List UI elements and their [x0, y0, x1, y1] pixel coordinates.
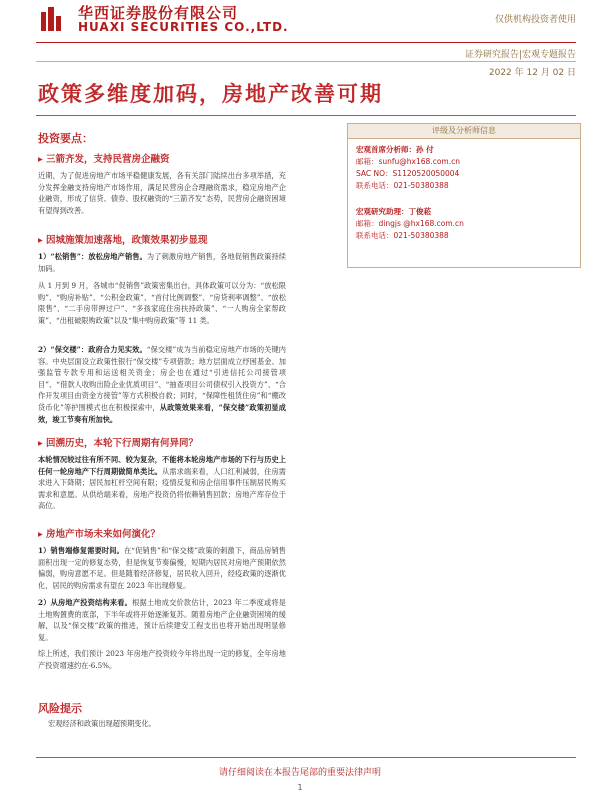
- report-type: 证券研究报告|宏观专题报告: [464, 50, 576, 60]
- section-2-heading: ▸ 因城施策加速落地，政策效果初步显现: [38, 235, 208, 246]
- summary-heading: 投资要点：: [38, 132, 93, 145]
- section-2-para-3: 2）“保交楼”：政府合力见实效。“保交楼”成为当前稳定房地产市场的关键内容。中央层面设立政策性银行“保交楼”专项借款；地方层面成立纾困基金、加强监管专款专用和运送相关资金；房企也在通过“引进信托公司接管项目”、“借款人收购出险企业优质项目”、“抽查项目公司债权引入投资方”、“合作开发项目由资金方接管”等方式积极自救；同时，“保障性租赁住房”和“棚改货币化”等护围模式也在积极探索中，从政策效果来看，“保交楼”政策初显成效，竣工节奏有所加快。: [38, 345, 286, 424]
- section-1-text: 近期，为了促进房地产市场平稳健康发展，各有关部门陆续出台多项举措，充分发挥金融支持房地产市场作用，满足民营房企合理融资需求，稳定房地产企业融资，形成了信贷、债券、股权融资的“三箭齐发”态势，民营房企融资困境有望得到改善。: [38, 171, 286, 215]
- risk-text: 宏观经济和政策出现超预期变化。: [48, 719, 156, 728]
- section-1-heading: ▸ 三箭齐发，支持民营房企融资: [38, 154, 170, 165]
- report-title: 政策多维度加码，房地产改善可期: [38, 81, 383, 106]
- page-number: 1: [297, 783, 303, 792]
- risk-heading: 风险提示: [38, 702, 82, 715]
- header-divider-2: [36, 61, 576, 62]
- section-4-para-1: 1）销售端修复需要时间。在“促销售”和“保交楼”政策的刺激下，商品房销售面积出现一定的修复态势，但是恢复节奏偏慢，短期内居民对房地产预期依然偏弱，购房意愿不足。但是随着经济修复，居民收入回升，经疫政策的逐渐优化，居民的购房需求有望在 2023 年出现修复。: [38, 546, 286, 590]
- section-3-text: 本轮情况较过往有所不同、较为复杂，不能将本轮房地产市场的下行与历史上任何一轮房地产下行周期做简单类比。从需求端来看，人口红利减弱，住房需求进入下降期；居民加杠杆空间有限；疫情反复和房企信用事件压制居民购买需求和意愿。从供给端来看，房地产投资仍将依赖销售回款；房地产库存位于高位。: [38, 455, 286, 511]
- section-3-heading: ▸ 回溯历史，本轮下行周期有何异同？: [38, 438, 199, 449]
- analyst-info-panel: [347, 123, 581, 268]
- company-name-cn: 华西证券股份有限公司: [78, 4, 239, 22]
- triangle-bullet-icon: ▸: [38, 235, 43, 246]
- company-name-en: HUAXI SECURITIES CO.,LTD.: [78, 20, 289, 34]
- section-2-para-1: 1）“松销售”：放松房地产销售。为了刺激房地产销售，各地促销售政策持续加码。: [38, 252, 286, 273]
- analyst-panel-title: 评级及分析师信息: [348, 124, 580, 139]
- analyst-1-sac: SAC NO：S1120520050004: [356, 169, 460, 178]
- triangle-bullet-icon: ▸: [38, 529, 43, 540]
- legal-notice[interactable]: 请仔细阅读在本报告尾部的重要法律声明: [218, 768, 381, 778]
- analyst-1: [356, 144, 460, 192]
- title-divider: [36, 115, 576, 116]
- report-date: 2022 年 12 月 02 日: [488, 68, 576, 78]
- analyst-2-phone: 联系电话：021-50380388: [356, 231, 449, 240]
- header-divider: [36, 42, 576, 43]
- section-4-para-3: 综上所述，我们预计 2023 年房地产投资较今年将出现一定的修复，全年房地产投资增速约在-6.5%。: [38, 649, 286, 670]
- audience-note: 仅供机构投资者使用: [494, 15, 576, 25]
- triangle-bullet-icon: ▸: [38, 438, 43, 449]
- section-2-para-2: 从 1 月到 9 月，各城市“促销售”政策密集出台，具体政策可以分为：“放松限购”、“购房补贴”、“公积金政策”、“首付比例调整”、“房贷利率调整”、“放松限售”、“二手房带押过户”、“多孩家庭住房扶持政策”、“一人购房全家帮政策”、“出租破限购政策”以及“集中购房政策”等 11 类。: [38, 281, 286, 325]
- footer-divider: [36, 757, 576, 758]
- analyst-1-phone: 联系电话：021-50380388: [356, 181, 449, 190]
- analyst-2-email[interactable]: 邮箱：dingjs @hx168.com.cn: [356, 219, 464, 228]
- analyst-2-name: 宏观研究助理：丁俊菘: [356, 207, 431, 216]
- analyst-2: [356, 206, 464, 242]
- huaxi-logo-icon: [36, 4, 66, 34]
- analyst-1-email[interactable]: 邮箱：sunfu@hx168.com.cn: [356, 157, 460, 166]
- triangle-bullet-icon: ▸: [38, 154, 43, 165]
- analyst-1-name: 宏观首席分析师：孙 付: [356, 145, 434, 154]
- section-4-heading: ▸ 房地产市场未来如何演化？: [38, 529, 161, 540]
- section-4-para-2: 2）从房地产投资结构来看。根据土地成交价款估计，2023 年二季度或将是土地购置费的底部，下半年或将开始逐渐复苏。随着房地产企业融资困境的缓解，以及“保交楼”政策的推进，预计后续建安工程支出也将开始出现明显修复。: [38, 598, 286, 642]
